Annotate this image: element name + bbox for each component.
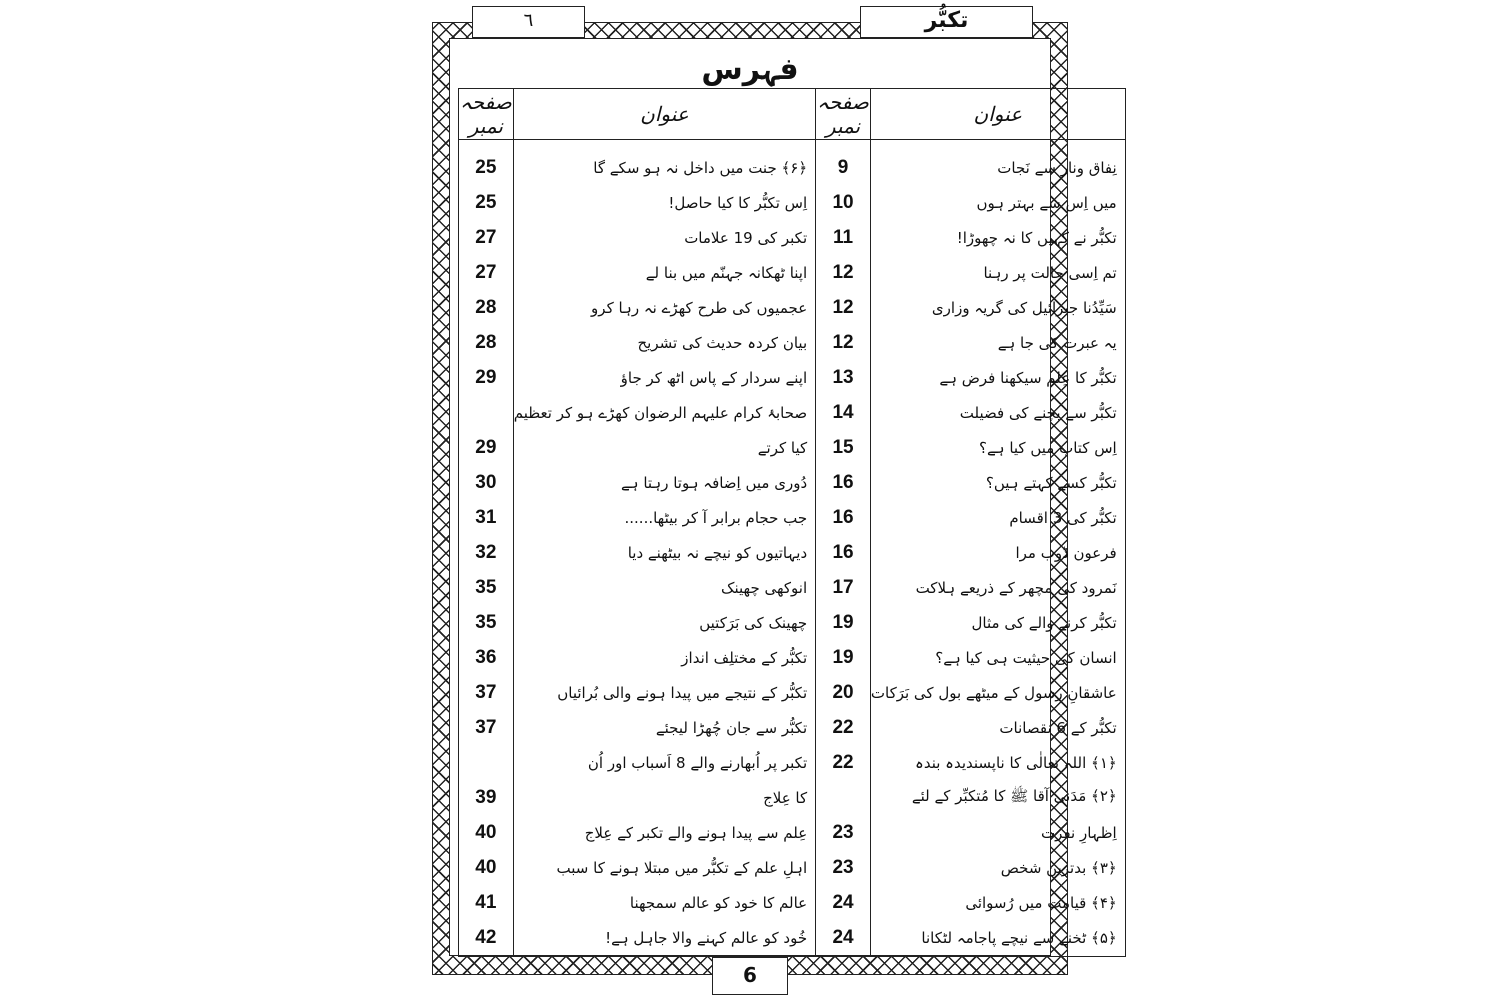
cell-topic-right: میں اِس سے بہتر ہوں	[870, 185, 1125, 220]
table-row	[459, 850, 1126, 885]
cell-topic-right: ﴿۱﴾ اللہ تعالٰی کا ناپسندیدہ بندہ	[870, 745, 1125, 780]
cell-topic-right: تکبُّر کی 3 اقسام	[870, 500, 1125, 535]
cell-topic-left: چھینک کی بَرَکتیں	[513, 605, 815, 640]
footer-page-number: 6	[712, 957, 788, 995]
cell-page-left: 25	[459, 185, 514, 220]
cell-page-left	[459, 395, 514, 430]
cell-page-right: 10	[816, 185, 871, 220]
table-row	[459, 395, 1126, 430]
col-header-topic-right: عنوان	[870, 89, 1125, 140]
cell-topic-left: اہلِ علم کے تکبُّر میں مبتلا ہونے کا سبب	[513, 850, 815, 885]
cell-page-left: 41	[459, 885, 514, 920]
cell-page-left: 27	[459, 255, 514, 290]
table-row	[459, 920, 1126, 957]
cell-topic-left: ﴿۶﴾ جنت میں داخل نہ ہو سکے گا	[513, 140, 815, 186]
table-row	[459, 675, 1126, 710]
cell-page-left: 39	[459, 780, 514, 815]
col-header-topic-left: عنوان	[513, 89, 815, 140]
table-row	[459, 815, 1126, 850]
cell-topic-left: دیہاتیوں کو نیچے نہ بیٹھنے دیا	[513, 535, 815, 570]
cell-page-right: 22	[816, 745, 871, 780]
cell-topic-left: عجمیوں کی طرح کھڑے نہ رہا کرو	[513, 290, 815, 325]
header-page-number: ٦	[472, 6, 585, 38]
table-row	[459, 500, 1126, 535]
cell-topic-right: تکبُّر کسے کہتے ہیں؟	[870, 465, 1125, 500]
cell-topic-right: تکبُّر نے کہیں کا نہ چھوڑا!	[870, 220, 1125, 255]
cell-topic-right: عاشقانِ رسول کے میٹھے بول کی بَرَکات	[870, 675, 1125, 710]
cell-topic-left: اپنا ٹھکانہ جہنّم میں بنا لے	[513, 255, 815, 290]
cell-page-left: 28	[459, 325, 514, 360]
cell-topic-left: بیان کردہ حدیث کی تشریح	[513, 325, 815, 360]
cell-page-right: 17	[816, 570, 871, 605]
cell-topic-left: تکبر پر اُبھارنے والے 8 اَسباب اور اُن	[513, 745, 815, 780]
cell-page-left: 32	[459, 535, 514, 570]
table-body	[459, 140, 1126, 957]
cell-topic-right: تکبُّر کرنے والے کی مثال	[870, 605, 1125, 640]
cell-page-right: 13	[816, 360, 871, 395]
cell-page-right: 12	[816, 290, 871, 325]
cell-page-left: 36	[459, 640, 514, 675]
cell-topic-right: تکبُّر کا عِلم سیکھنا فرض ہے	[870, 360, 1125, 395]
cell-page-left	[459, 745, 514, 780]
cell-topic-right: فرعون ڈوب مرا	[870, 535, 1125, 570]
cell-topic-right: یہ عبرت کی جا ہے	[870, 325, 1125, 360]
cell-page-left: 37	[459, 710, 514, 745]
cell-topic-left: صحابۂ کرام علیہم الرضوان کھڑے ہو کر تعظیم	[513, 395, 815, 430]
cell-page-left: 40	[459, 850, 514, 885]
page-title: فہرس	[701, 52, 799, 87]
table-row	[459, 220, 1126, 255]
cell-page-left: 42	[459, 920, 514, 957]
table-row	[459, 255, 1126, 290]
contents-table	[458, 88, 1126, 957]
cell-page-left: 31	[459, 500, 514, 535]
cell-page-right: 24	[816, 920, 871, 957]
cell-topic-left: خُود کو عالم کہنے والا جاہل ہے!	[513, 920, 815, 957]
cell-page-right: 11	[816, 220, 871, 255]
cell-topic-right: اِس کتاب میں کیا ہے؟	[870, 430, 1125, 465]
cell-topic-left: تکبُّر سے جان چُھڑا لیجئے	[513, 710, 815, 745]
cell-page-right: 12	[816, 325, 871, 360]
table-row	[459, 605, 1126, 640]
table-row	[459, 465, 1126, 500]
cell-page-left: 29	[459, 360, 514, 395]
table-row	[459, 885, 1126, 920]
cell-page-right: 19	[816, 605, 871, 640]
cell-topic-left: اِس تکبُّر کا کیا حاصل!	[513, 185, 815, 220]
table-row	[459, 710, 1126, 745]
cell-page-right: 15	[816, 430, 871, 465]
cell-topic-right: ﴿۵﴾ ٹخنے سے نیچے پاجامہ لٹکانا	[870, 920, 1125, 957]
cell-topic-left: انوکھی چھینک	[513, 570, 815, 605]
cell-topic-left: عِلم سے پیدا ہونے والے تکبر کے عِلاج	[513, 815, 815, 850]
cell-topic-left: اپنے سردار کے پاس اٹھ کر جاؤ	[513, 360, 815, 395]
cell-page-right: 16	[816, 465, 871, 500]
table-row	[459, 185, 1126, 220]
cell-topic-right: ﴿۴﴾ قیامت میں رُسوائی	[870, 885, 1125, 920]
table-row	[459, 430, 1126, 465]
cell-topic-right: سَیِّدُنا جبرائیل کی گریہ وزاری	[870, 290, 1125, 325]
cell-page-left: 35	[459, 570, 514, 605]
cell-page-right: 9	[816, 140, 871, 186]
cell-page-right: 24	[816, 885, 871, 920]
cell-topic-left: عالم کا خود کو عالم سمجھنا	[513, 885, 815, 920]
cell-page-left: 35	[459, 605, 514, 640]
table-row	[459, 290, 1126, 325]
cell-topic-left: تکبُّر کے نتیجے میں پیدا ہونے والی بُرائیاں	[513, 675, 815, 710]
cell-topic-right: اِظہارِ نفرت	[870, 815, 1125, 850]
table-row	[459, 140, 1126, 186]
cell-topic-left: تکبُّر کے مختلِف انداز	[513, 640, 815, 675]
header-book-title: تکبُّر	[860, 6, 1033, 38]
cell-topic-right: تم اِسی حالت پر رہنا	[870, 255, 1125, 290]
col-header-page-left: صفحہ نمبر	[460, 90, 512, 138]
cell-topic-left: دُوری میں اِضافہ ہوتا رہتا ہے	[513, 465, 815, 500]
cell-page-left: 28	[459, 290, 514, 325]
cell-page-left: 25	[459, 140, 514, 186]
table-row	[459, 570, 1126, 605]
table-row	[459, 745, 1126, 780]
cell-topic-right: نِفاق ونار سے نَجات	[870, 140, 1125, 186]
cell-page-right: 19	[816, 640, 871, 675]
table-row	[459, 535, 1126, 570]
table-row	[459, 325, 1126, 360]
cell-topic-left: کا عِلاج	[513, 780, 815, 815]
cell-page-right	[816, 780, 871, 815]
cell-page-right: 12	[816, 255, 871, 290]
cell-page-left: 40	[459, 815, 514, 850]
cell-topic-right: ﴿۲﴾ مَدَنی آقا ﷺ کا مُتکبِّر کے لئے	[870, 780, 1125, 815]
cell-topic-right: ﴿۳﴾ بدترین شخص	[870, 850, 1125, 885]
cell-topic-right: انسان کی حیثیت ہی کیا ہے؟	[870, 640, 1125, 675]
cell-page-left: 30	[459, 465, 514, 500]
col-header-page-right: صفحہ نمبر	[817, 90, 869, 138]
cell-page-right: 23	[816, 850, 871, 885]
cell-topic-right: تکبُّر سے بچنے کی فضیلت	[870, 395, 1125, 430]
cell-page-right: 20	[816, 675, 871, 710]
cell-page-right: 14	[816, 395, 871, 430]
cell-topic-left: جب حجام برابر آ کر بیٹھا......	[513, 500, 815, 535]
cell-page-right: 23	[816, 815, 871, 850]
cell-topic-right: تکبُّر کے 6 نقصانات	[870, 710, 1125, 745]
table-row	[459, 360, 1126, 395]
cell-topic-left: کیا کرتے	[513, 430, 815, 465]
cell-topic-right: نَمرود کی مچھر کے ذریعے ہلاکت	[870, 570, 1125, 605]
table-header-row	[459, 89, 1126, 140]
cell-page-right: 16	[816, 500, 871, 535]
table-row	[459, 780, 1126, 815]
cell-page-right: 16	[816, 535, 871, 570]
cell-page-right: 22	[816, 710, 871, 745]
table-row	[459, 640, 1126, 675]
cell-topic-left: تکبر کی 19 علامات	[513, 220, 815, 255]
cell-page-left: 27	[459, 220, 514, 255]
cell-page-left: 29	[459, 430, 514, 465]
cell-page-left: 37	[459, 675, 514, 710]
